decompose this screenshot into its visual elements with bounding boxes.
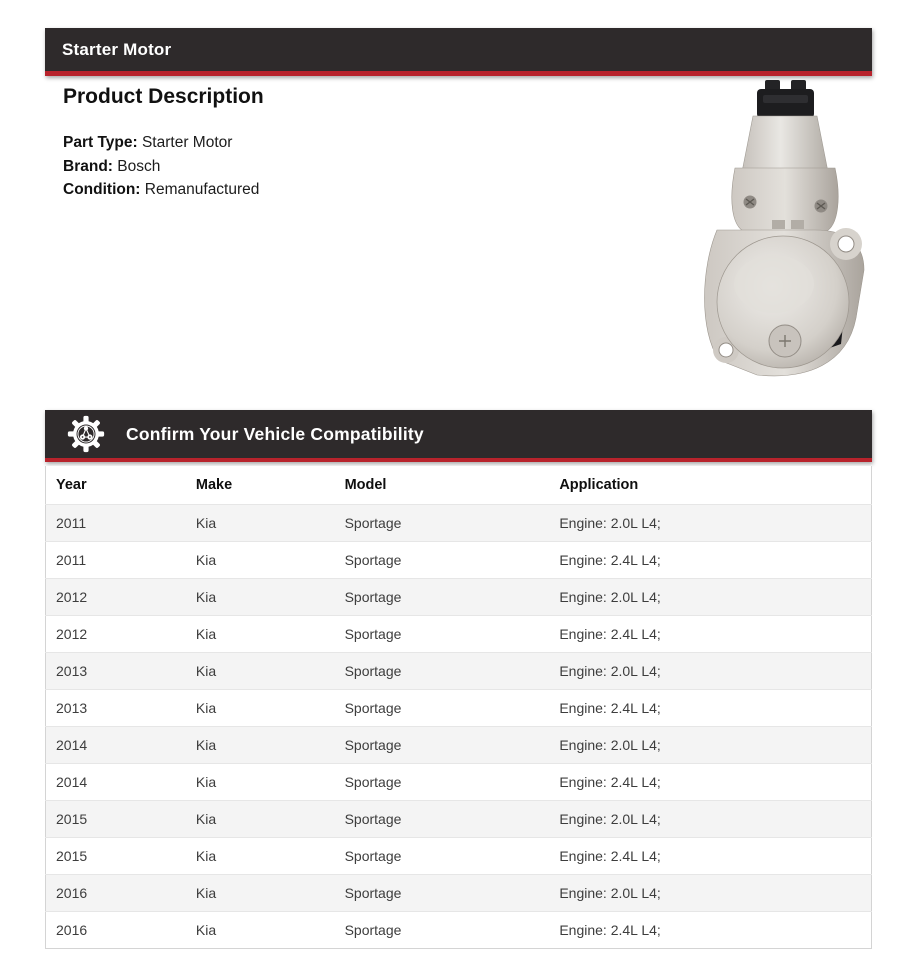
table-cell: 2015 (56, 848, 88, 864)
column-application: Application (549, 466, 871, 505)
table-row (46, 838, 872, 875)
table-row (46, 764, 872, 801)
table-cell: 2012 (56, 626, 88, 642)
field-brand (63, 155, 259, 179)
description-heading: Product Description (63, 85, 264, 108)
product-title: Starter Motor (62, 39, 172, 59)
column-model: Model (335, 466, 550, 505)
table-cell: Kia (195, 922, 217, 938)
table-cell: Engine: 2.4L L4; (559, 700, 661, 716)
header-row (46, 466, 872, 505)
table-cell: Sportage (344, 552, 402, 568)
field-value: Starter Motor (141, 134, 233, 151)
table-row (46, 579, 872, 616)
table-cell: 2016 (56, 885, 88, 901)
table-cell: 2013 (56, 700, 88, 716)
table-cell: Kia (195, 589, 217, 605)
table-cell: Engine: 2.0L L4; (559, 515, 661, 531)
table-cell: Kia (195, 552, 217, 568)
table-cell: Engine: 2.0L L4; (559, 885, 661, 901)
field-part-type (63, 131, 259, 155)
table-cell: Engine: 2.0L L4; (559, 737, 661, 753)
table-cell: Engine: 2.0L L4; (559, 589, 661, 605)
table-cell: Kia (195, 626, 217, 642)
table-cell: Sportage (344, 811, 402, 827)
table-row (46, 875, 872, 912)
table-cell: 2013 (56, 663, 88, 679)
table-cell: Engine: 2.4L L4; (559, 626, 661, 642)
starter-motor-illustration (695, 78, 875, 380)
table-row (46, 690, 872, 727)
table-cell: Sportage (344, 626, 402, 642)
field-value: Remanufactured (144, 181, 260, 198)
table-cell: Sportage (344, 589, 402, 605)
table-cell: Sportage (344, 774, 402, 790)
table-cell: Kia (195, 663, 217, 679)
description-fields (63, 131, 259, 202)
table-cell: Kia (195, 811, 217, 827)
table-cell: 2014 (56, 737, 88, 753)
table-cell: 2012 (56, 589, 88, 605)
table-cell: Sportage (344, 700, 402, 716)
table-cell: Engine: 2.4L L4; (559, 922, 661, 938)
table-cell: Sportage (344, 737, 402, 753)
table-row (46, 653, 872, 690)
table-cell: 2011 (56, 515, 87, 531)
table-row (46, 616, 872, 653)
field-value: Bosch (117, 157, 161, 175)
field-label: Condition: (63, 181, 141, 198)
table-cell: Kia (195, 885, 217, 901)
table-row (46, 727, 872, 764)
table-cell: Sportage (344, 922, 402, 938)
table-row (46, 801, 872, 838)
table-cell: Engine: 2.0L L4; (559, 663, 661, 679)
table-cell: Sportage (344, 663, 402, 679)
table-cell: 2014 (56, 774, 88, 790)
field-label: Part Type: (63, 134, 138, 151)
table-row (46, 505, 872, 542)
column-make: Make (186, 466, 335, 505)
compatibility-title: Confirm Your Vehicle Compatibility (126, 423, 424, 444)
product-title-bar (45, 28, 872, 76)
field-condition (63, 178, 259, 202)
table-row (46, 542, 872, 579)
table-cell: 2016 (56, 922, 88, 938)
table-cell: Sportage (344, 885, 402, 901)
table-cell: Engine: 2.4L L4; (559, 848, 661, 864)
starter-motor-photo (695, 78, 875, 380)
column-year: Year (46, 466, 186, 505)
compat-table-header (46, 466, 872, 505)
table-cell: Kia (195, 737, 217, 753)
table-cell: Engine: 2.4L L4; (559, 774, 661, 790)
table-cell: Kia (195, 774, 217, 790)
table-cell: Kia (195, 848, 217, 864)
gear-icon (67, 415, 105, 453)
table-row (46, 912, 872, 949)
compatibility-header-bar (45, 410, 872, 462)
table-cell: Kia (195, 700, 217, 716)
table-cell: Kia (195, 515, 217, 531)
field-label: Brand: (63, 157, 113, 175)
table-cell: Sportage (344, 515, 402, 531)
compatibility-table (45, 466, 872, 949)
table-cell: 2011 (56, 552, 87, 568)
compat-table-body (46, 505, 872, 949)
table-cell: 2015 (56, 811, 88, 827)
table-cell: Sportage (344, 848, 402, 864)
table-cell: Engine: 2.0L L4; (559, 811, 661, 827)
table-cell: Engine: 2.4L L4; (559, 552, 661, 568)
